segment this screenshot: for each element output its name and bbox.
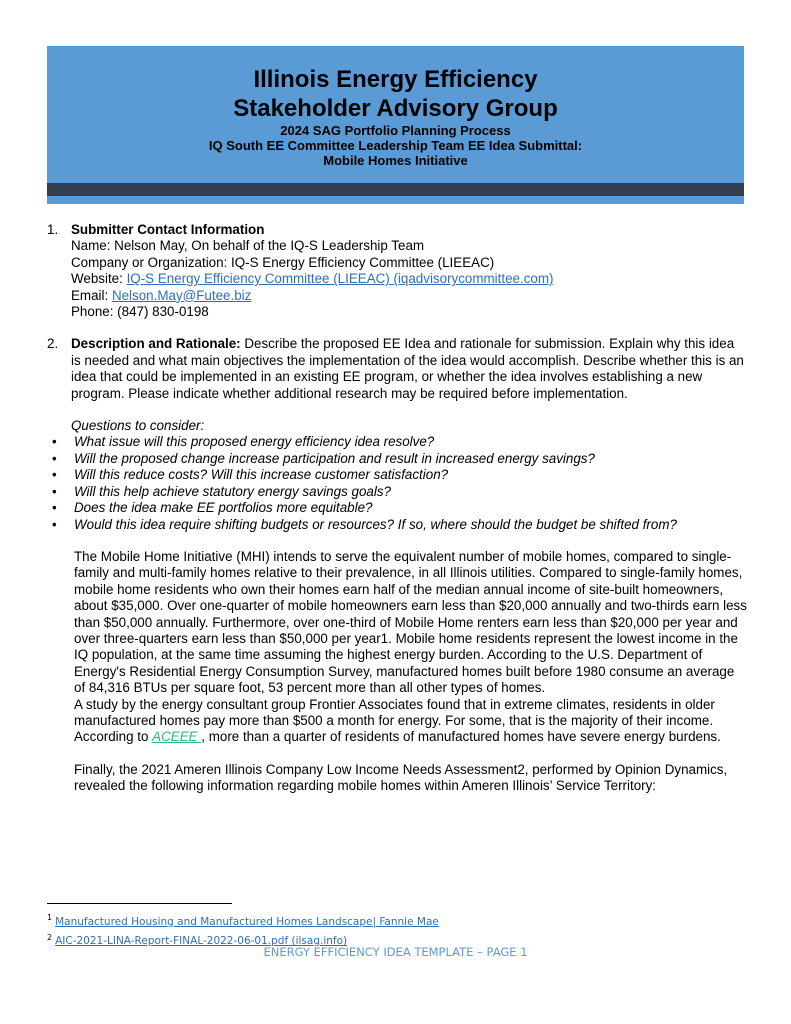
footnote-link[interactable]: Manufactured Housing and Manufactured Homes Landscape| Fannie Mae <box>55 915 439 928</box>
submitter-phone: Phone: (847) 830-0198 <box>71 304 209 320</box>
bullet-icon: • <box>52 516 57 532</box>
footnote-2: $^2$ AIC-2021-LINA-Report-FINAL-2022-06-01.pdf (ilsag.info) <box>47 932 348 947</box>
header-title-line-2: Stakeholder Advisory Group <box>233 95 558 122</box>
footnote-1: $^1$ Manufactured Housing and Manufactured Homes Landscape| Fannie Mae <box>47 913 439 928</box>
submitter-company: Company or Organization: IQ-S Energy Efficiency Committee (LIEEAC) <box>71 254 495 270</box>
section-contact-info <box>47 222 747 320</box>
submitter-website <box>71 271 747 287</box>
section-title: Submitter Contact Information <box>71 222 265 237</box>
list-item: • Does the idea make EE portfolios more equitable? <box>52 500 373 516</box>
section-intro-text: Describe the proposed EE Idea and rationale for submission. Explain why this idea is needed and what main objectives the implementation of the idea would accomplish. Describe whether this is an idea that could be implemented in an existing EE program, or whether the idea involves establishing a new program. Please indicate whether additional research may be required before implementation. <box>71 336 744 401</box>
list-item: • Will the proposed change increase participation and result in increased energy savings? <box>52 450 595 466</box>
paragraph-ameren: Finally, the 2021 Ameren Illinois Company Low Income Needs Assessment2, performed by Opinion Dynamics, revealed the following information regarding mobile homes within Ameren Illinois’ Service Territory: <box>74 761 728 794</box>
section-intro <box>71 336 747 402</box>
header-dark-bar <box>47 183 744 196</box>
bullet-icon: • <box>52 434 57 450</box>
submitter-email <box>71 288 747 304</box>
section-number: 2. <box>47 336 59 352</box>
list-item: • Would this idea require shifting budgets or resources? If so, where should the budget be shifted from? <box>52 516 677 532</box>
questions-list <box>47 434 747 532</box>
header-subtitle-2: IQ South EE Committee Leadership Team EE Idea Submittal: <box>208 138 583 153</box>
page-footer: ENERGY EFFICIENCY IDEA TEMPLATE – PAGE 1 <box>263 945 528 959</box>
questions-label: Questions to consider: <box>71 418 205 434</box>
section-number: 1. <box>47 222 59 237</box>
header-subtitle-3: Mobile Homes Initiative <box>323 153 468 168</box>
paragraph-mhi: The Mobile Home Initiative (MHI) intends to serve the equivalent number of mobile homes, compared to single-family and multi-family homes relative to their prevalence, in all Illinois utilities. Compared to single-family homes, mobile home residents who own their homes earn half of the median annual income of site-built homeowners, about $35,000. Over one-quarter of mobile homeowners earn less than $20,000 annually and two-thirds earn less than $50,000 annually. Furthermore, over one-third of Mobile Home renters earn less than $20,000 per year and over three-quarters earn less than $50,000 per year1. Mobile home residents represent the lowest income in the IQ population, at the same time assuming the highest energy burden. According to the U.S. Department of Energy's Residential Energy Consumption Survey, manufactured homes built before 1980 consume an average of 84,316 BTUs per square foot, 53 percent more than all other types of homes. <box>74 548 747 696</box>
aceee-link[interactable]: ACEEE <box>152 729 202 745</box>
footnotes <box>47 910 439 949</box>
footnote-divider <box>47 903 232 904</box>
header-title-line-1: Illinois Energy Efficiency <box>253 66 538 93</box>
document-body <box>47 222 747 795</box>
email-link[interactable]: Nelson.May@Futee.biz <box>111 287 252 303</box>
header-blue-strip <box>47 196 744 204</box>
bullet-icon: • <box>52 500 57 516</box>
bullet-icon: • <box>52 483 57 499</box>
bullet-icon: • <box>52 450 57 466</box>
paragraph-frontier: A study by the energy consultant group Frontier Associates found that in extreme climates, residents in older manufactured homes pay more than $500 a month for energy. For some, that is the majority of their income. According to ACEEE , more than a quarter of residents of manufactured homes have severe energy burdens. <box>74 696 721 745</box>
list-item: • Will this reduce costs? Will this increase customer satisfaction? <box>52 467 449 483</box>
website-link[interactable]: IQ-S Energy Efficiency Committee (LIEEAC) (iqadvisorycommittee.com) <box>126 271 554 287</box>
footnote-link[interactable]: AIC-2021-LINA-Report-FINAL-2022-06-01.pdf (ilsag.info) <box>55 935 348 947</box>
section-description <box>47 336 747 434</box>
submitter-name: Name: Nelson May, On behalf of the IQ-S Leadership Team <box>71 238 425 254</box>
section-title: Description and Rationale: <box>71 336 241 352</box>
list-item: • Will this help achieve statutory energy savings goals? <box>52 483 391 499</box>
website-label: Website: <box>71 271 127 287</box>
list-item: • What issue will this proposed energy efficiency idea resolve? <box>52 434 435 450</box>
bullet-icon: • <box>52 467 57 483</box>
rationale-body <box>47 549 747 795</box>
email-label: Email: <box>71 287 112 303</box>
header-subtitle-1: 2024 SAG Portfolio Planning Process <box>280 123 511 138</box>
document-header <box>47 46 744 183</box>
